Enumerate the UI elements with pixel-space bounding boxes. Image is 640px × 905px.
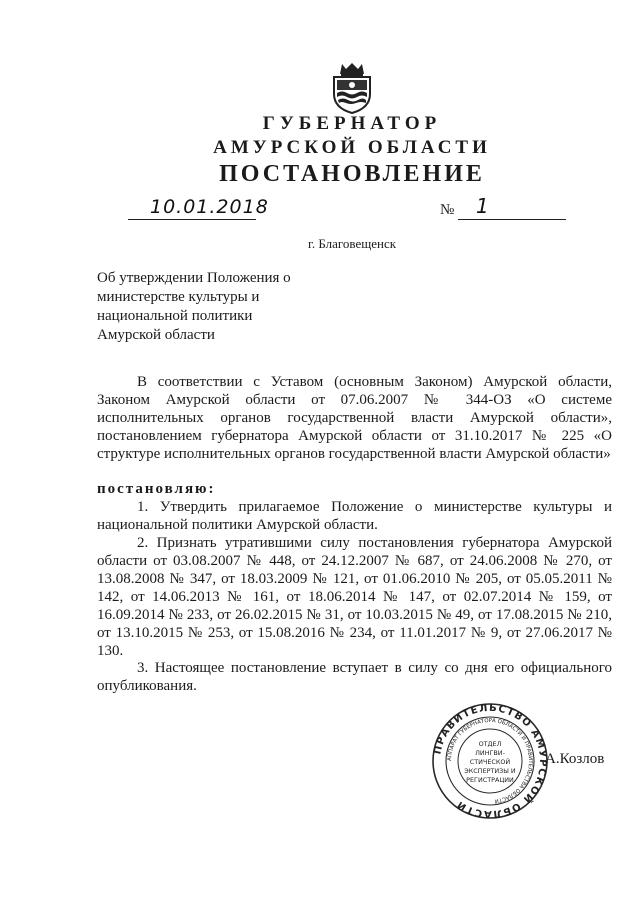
- seal-center-line: РЕГИСТРАЦИИ: [466, 776, 514, 784]
- seal-center-line: СТИЧЕСКОЙ: [469, 758, 511, 766]
- seal-outer-text: ПРАВИТЕЛЬСТВО АМУРСКОЙ ОБЛАСТИ: [432, 703, 548, 819]
- seal-inner-ring-text: АППАРАТ ГУБЕРНАТОРА ОБЛАСТИ И ПРАВИТЕЛЬСТВА ОБЛАСТИ: [446, 717, 534, 804]
- official-seal-stamp: [432, 703, 548, 819]
- document-type-title: ПОСТАНОВЛЕНИЕ: [219, 161, 485, 187]
- seal-center-line: ЭКСПЕРТИЗЫ И: [464, 767, 516, 775]
- decree-title-line: Об утверждении Положения о: [97, 270, 291, 286]
- decree-number: 1: [476, 194, 489, 218]
- header-governor: ГУБЕРНАТОР: [262, 113, 442, 134]
- number-underline: [458, 219, 566, 220]
- clause-1: 1. Утвердить прилагаемое Положение о министерстве культуры и национальной политики Амурской области.: [97, 499, 612, 533]
- decree-title-line: министерстве культуры и: [97, 289, 260, 305]
- city-label: г. Благовещенск: [307, 236, 397, 251]
- coat-of-arms-icon: [328, 60, 376, 114]
- decree-title-line: Амурской области: [97, 327, 215, 343]
- number-sign: №: [440, 202, 455, 218]
- seal-center-line: ЛИНГВИ-: [475, 749, 505, 757]
- decree-date: 10.01.2018: [150, 196, 269, 218]
- signatory-name: А.Козлов: [545, 751, 605, 767]
- decree-title-line: национальной политики: [97, 308, 253, 324]
- clause-2: 2. Признать утратившими силу постановления губернатора Амурской области от 03.08.2007 № 448, от 24.12.2007 № 687, от 24.06.2008 № 270, от 13.08.2008 № 347, от 18.03.2009 № 121, от 01.06.2010 № 205, от 05.05.2011 № 142, от 14.06.2013 № 161, от 18.06.2014 № 147, от 02.07.2014 № 159, от 16.09.2014 № 233, от 26.02.2015 № 31, от 10.03.2015 № 49, от 17.08.2015 № 210, от 13.10.2015 № 253, от 15.08.2016 № 234, от 11.01.2017 № 9, от 27.06.2017 № 130.: [97, 535, 612, 659]
- header-region: АМУРСКОЙ ОБЛАСТИ: [213, 137, 491, 158]
- preamble-paragraph: В соответствии с Уставом (основным Законом) Амурской области, Законом Амурской области от 07.06.2007 № 344-ОЗ «О системе исполнительных органов государственной власти Амурской области», постановлением губернатора Амурской области от 31.10.2017 № 225 «О структуре исполнительных органов государственной власти Амурской области»: [97, 374, 612, 462]
- clause-3: 3. Настоящее постановление вступает в силу со дня его официального опубликования.: [97, 660, 612, 694]
- seal-center-line: ОТДЕЛ: [478, 740, 502, 748]
- decree-title: [97, 269, 317, 345]
- resolve-heading: постановляю:: [97, 481, 216, 497]
- date-underline: [128, 219, 256, 220]
